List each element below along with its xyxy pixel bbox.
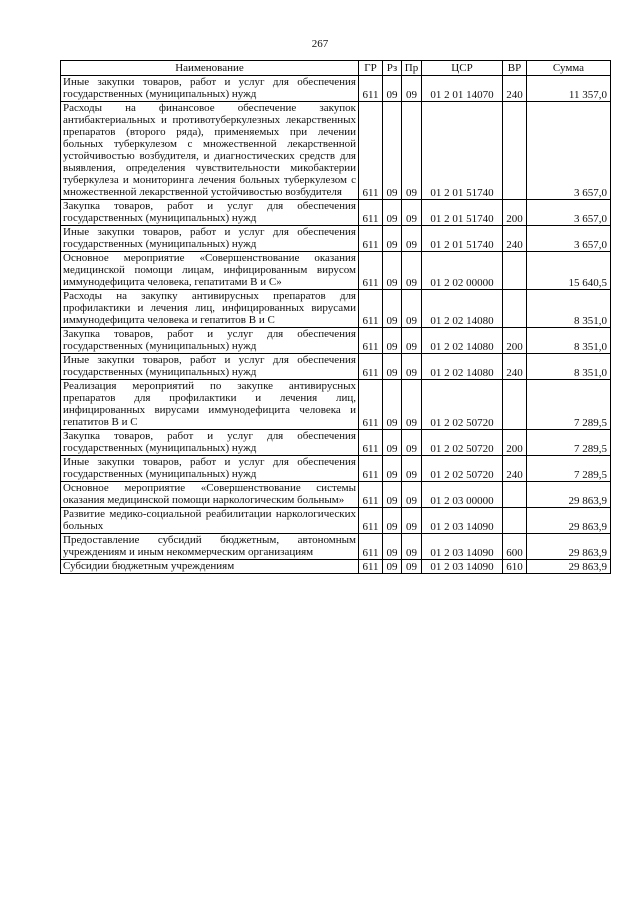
cell-pr: 09 xyxy=(402,380,422,430)
header-pr: Пр xyxy=(402,61,422,76)
cell-name: Иные закупки товаров, работ и услуг для обеспечения государственных (муниципальных) нужд xyxy=(61,76,359,102)
cell-name: Закупка товаров, работ и услуг для обеспечения государственных (муниципальных) нужд xyxy=(61,328,359,354)
cell-sum: 7 289,5 xyxy=(527,456,611,482)
cell-gr: 611 xyxy=(359,534,383,560)
cell-name: Расходы на закупку антивирусных препаратов для профилактики и лечения лиц, инфицированных вирусами иммунодефицита человека и гепатитов В и С xyxy=(61,290,359,328)
cell-csr: 01 2 03 14090 xyxy=(422,534,503,560)
cell-vr: 240 xyxy=(503,354,527,380)
cell-pr: 09 xyxy=(402,290,422,328)
table-body xyxy=(61,76,611,574)
table-row xyxy=(61,200,611,226)
cell-vr: 240 xyxy=(503,226,527,252)
cell-csr: 01 2 01 51740 xyxy=(422,226,503,252)
cell-pr: 09 xyxy=(402,456,422,482)
cell-rz: 09 xyxy=(383,290,402,328)
header-csr: ЦСР xyxy=(422,61,503,76)
budget-table xyxy=(60,60,611,574)
cell-name: Иные закупки товаров, работ и услуг для обеспечения государственных (муниципальных) нужд xyxy=(61,354,359,380)
cell-pr: 09 xyxy=(402,482,422,508)
header-name: Наименование xyxy=(61,61,359,76)
cell-gr: 611 xyxy=(359,482,383,508)
table-row xyxy=(61,290,611,328)
cell-csr: 01 2 02 50720 xyxy=(422,380,503,430)
cell-name: Расходы на финансовое обеспечение закупок антибактериальных и противотуберкулезных лекарственных препаратов (второго ряда), применяемых при лечении больных туберкулезом с множественной лекарственной устойчивостью возбудителя, и диагностических средств для выявления, определения чувствительности микобактерии туберкулеза и мониторинга лечения больных туберкулезом с множественной лекарственной устойчивостью возбудителя xyxy=(61,102,359,200)
cell-pr: 09 xyxy=(402,534,422,560)
cell-sum: 3 657,0 xyxy=(527,226,611,252)
cell-vr: 200 xyxy=(503,430,527,456)
table-row xyxy=(61,252,611,290)
cell-gr: 611 xyxy=(359,252,383,290)
cell-vr xyxy=(503,290,527,328)
cell-rz: 09 xyxy=(383,252,402,290)
cell-gr: 611 xyxy=(359,102,383,200)
cell-vr xyxy=(503,252,527,290)
cell-sum: 15 640,5 xyxy=(527,252,611,290)
cell-rz: 09 xyxy=(383,76,402,102)
table-row xyxy=(61,226,611,252)
cell-sum: 11 357,0 xyxy=(527,76,611,102)
cell-csr: 01 2 03 14090 xyxy=(422,508,503,534)
cell-vr xyxy=(503,380,527,430)
cell-rz: 09 xyxy=(383,102,402,200)
cell-csr: 01 2 02 00000 xyxy=(422,252,503,290)
cell-rz: 09 xyxy=(383,328,402,354)
header-gr: ГР xyxy=(359,61,383,76)
cell-vr xyxy=(503,508,527,534)
cell-rz: 09 xyxy=(383,200,402,226)
cell-pr: 09 xyxy=(402,102,422,200)
cell-pr: 09 xyxy=(402,76,422,102)
cell-sum: 8 351,0 xyxy=(527,328,611,354)
cell-gr: 611 xyxy=(359,200,383,226)
cell-csr: 01 2 01 51740 xyxy=(422,102,503,200)
cell-pr: 09 xyxy=(402,560,422,574)
cell-pr: 09 xyxy=(402,226,422,252)
cell-vr: 240 xyxy=(503,456,527,482)
cell-vr xyxy=(503,102,527,200)
cell-vr: 200 xyxy=(503,328,527,354)
cell-name: Реализация мероприятий по закупке антивирусных препаратов для профилактики и лечения лиц, инфицированных вирусами иммунодефицита человека и гепатитов В и С xyxy=(61,380,359,430)
cell-gr: 611 xyxy=(359,226,383,252)
cell-rz: 09 xyxy=(383,354,402,380)
cell-name: Закупка товаров, работ и услуг для обеспечения государственных (муниципальных) нужд xyxy=(61,200,359,226)
cell-gr: 611 xyxy=(359,456,383,482)
table-row xyxy=(61,482,611,508)
table-row xyxy=(61,328,611,354)
table-row xyxy=(61,456,611,482)
cell-sum: 29 863,9 xyxy=(527,534,611,560)
cell-gr: 611 xyxy=(359,430,383,456)
cell-pr: 09 xyxy=(402,430,422,456)
header-vr: ВР xyxy=(503,61,527,76)
cell-rz: 09 xyxy=(383,226,402,252)
cell-gr: 611 xyxy=(359,560,383,574)
cell-pr: 09 xyxy=(402,252,422,290)
cell-csr: 01 2 01 51740 xyxy=(422,200,503,226)
cell-csr: 01 2 02 50720 xyxy=(422,430,503,456)
cell-name: Иные закупки товаров, работ и услуг для обеспечения государственных (муниципальных) нужд xyxy=(61,456,359,482)
page-number: 267 xyxy=(311,38,329,50)
cell-name: Субсидии бюджетным учреждениям xyxy=(61,560,359,574)
table-header-row xyxy=(61,61,611,76)
cell-rz: 09 xyxy=(383,456,402,482)
cell-sum: 29 863,9 xyxy=(527,508,611,534)
table-row xyxy=(61,560,611,574)
header-sum: Сумма xyxy=(527,61,611,76)
cell-sum: 7 289,5 xyxy=(527,380,611,430)
cell-vr xyxy=(503,482,527,508)
cell-gr: 611 xyxy=(359,380,383,430)
cell-rz: 09 xyxy=(383,482,402,508)
cell-sum: 29 863,9 xyxy=(527,560,611,574)
cell-csr: 01 2 03 14090 xyxy=(422,560,503,574)
cell-pr: 09 xyxy=(402,328,422,354)
table-row xyxy=(61,380,611,430)
cell-vr: 200 xyxy=(503,200,527,226)
cell-pr: 09 xyxy=(402,200,422,226)
cell-gr: 611 xyxy=(359,508,383,534)
cell-name: Предоставление субсидий бюджетным, автономным учреждениям и иным некоммерческим организациям xyxy=(61,534,359,560)
cell-name: Закупка товаров, работ и услуг для обеспечения государственных (муниципальных) нужд xyxy=(61,430,359,456)
cell-gr: 611 xyxy=(359,290,383,328)
cell-name: Иные закупки товаров, работ и услуг для обеспечения государственных (муниципальных) нужд xyxy=(61,226,359,252)
cell-sum: 3 657,0 xyxy=(527,200,611,226)
cell-gr: 611 xyxy=(359,354,383,380)
cell-rz: 09 xyxy=(383,534,402,560)
cell-name: Основное мероприятие «Совершенствование оказания медицинской помощи лицам, инфицированным вирусом иммунодефицита человека, гепатитами В и С» xyxy=(61,252,359,290)
table-row xyxy=(61,102,611,200)
cell-vr: 600 xyxy=(503,534,527,560)
table-row xyxy=(61,534,611,560)
table-row xyxy=(61,354,611,380)
cell-name: Развитие медико-социальной реабилитации наркологических больных xyxy=(61,508,359,534)
table-row xyxy=(61,430,611,456)
cell-csr: 01 2 02 50720 xyxy=(422,456,503,482)
header-rz: Рз xyxy=(383,61,402,76)
cell-rz: 09 xyxy=(383,380,402,430)
cell-sum: 3 657,0 xyxy=(527,102,611,200)
cell-rz: 09 xyxy=(383,560,402,574)
cell-csr: 01 2 01 14070 xyxy=(422,76,503,102)
cell-csr: 01 2 02 14080 xyxy=(422,328,503,354)
cell-csr: 01 2 02 14080 xyxy=(422,354,503,380)
cell-sum: 8 351,0 xyxy=(527,290,611,328)
cell-sum: 8 351,0 xyxy=(527,354,611,380)
cell-gr: 611 xyxy=(359,328,383,354)
cell-rz: 09 xyxy=(383,508,402,534)
cell-sum: 29 863,9 xyxy=(527,482,611,508)
cell-vr: 610 xyxy=(503,560,527,574)
cell-vr: 240 xyxy=(503,76,527,102)
cell-name: Основное мероприятие «Совершенствование системы оказания медицинской помощи наркологическим больным» xyxy=(61,482,359,508)
cell-gr: 611 xyxy=(359,76,383,102)
cell-csr: 01 2 03 00000 xyxy=(422,482,503,508)
cell-pr: 09 xyxy=(402,354,422,380)
table-row xyxy=(61,508,611,534)
cell-csr: 01 2 02 14080 xyxy=(422,290,503,328)
cell-rz: 09 xyxy=(383,430,402,456)
table-row xyxy=(61,76,611,102)
cell-pr: 09 xyxy=(402,508,422,534)
cell-sum: 7 289,5 xyxy=(527,430,611,456)
